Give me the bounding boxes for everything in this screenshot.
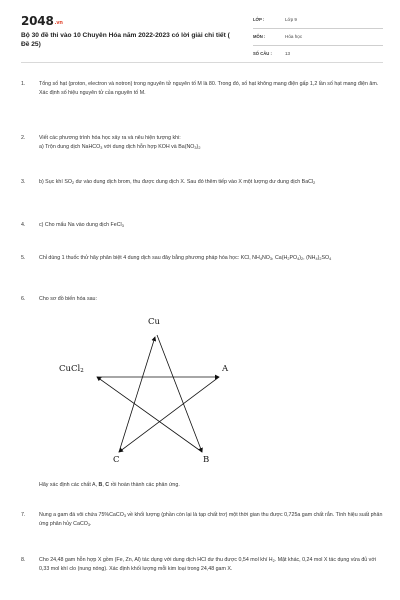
question-6-instruction: [21, 481, 383, 490]
question-2: [21, 134, 383, 151]
diagram-svg: [39, 313, 299, 473]
diagram-node-left-main: CuCl: [59, 364, 81, 374]
question-number: 8.: [21, 557, 26, 563]
question-4: [21, 221, 383, 230]
diagram-node-left-sub: 2: [80, 368, 84, 374]
question-text: Chỉ dùng 1 thuốc thử hãy phân biệt 4 dung dịch sau đây bằng phương pháp hóa học: KCl, $NH_4NO_3$, $Ca(H_2PO_4)_2$, $(NH_4)_2SO_4$: [39, 255, 332, 261]
diagram-node-bottom-left: C: [113, 455, 120, 465]
meta-value: 13: [285, 51, 291, 56]
question-text: Tổng số hạt (proton, electron và notron) trong nguyên tử nguyên tố M là 80. Trong đó, số hạt không mang điện gấp 1,2 lần số hạt mang điện âm. Xác định số hiệu nguyên tử của nguyên tố M.: [39, 81, 379, 96]
question-number: 1.: [21, 81, 26, 87]
diagram-node-left: [59, 364, 84, 374]
meta-key: LỚP :: [253, 17, 265, 22]
meta-row-class: [253, 14, 383, 29]
logo-suffix: .vn: [54, 20, 63, 26]
question-text: b) Sục khí $SO_2$ dư vào dung dịch brom, thu được dung dịch X. Sau đó thêm tiếp vào X một lượng dư dung dịch BaCl$_2$: [39, 179, 316, 185]
header-divider: [21, 62, 383, 63]
arrow-cu-to-b: [157, 335, 202, 452]
meta-value: Lớp 9: [285, 17, 297, 22]
meta-row-subject: [253, 31, 383, 46]
question-number: 7.: [21, 512, 26, 518]
question-3: [21, 178, 383, 187]
question-8: [21, 556, 383, 573]
question-number: 4.: [21, 222, 26, 228]
question-7: [21, 511, 383, 528]
logo-text: 2048: [21, 14, 54, 28]
arrow-c-to-cu: [119, 337, 155, 452]
meta-key: SỐ CÂU :: [253, 51, 272, 56]
question-number: 5.: [21, 255, 26, 261]
meta-value: Hóa học: [285, 34, 303, 39]
diagram-node-bottom-right: B: [203, 455, 210, 465]
question-text: Cho sơ đồ biến hóa sau:: [39, 296, 97, 302]
question-text: Viết các phương trình hóa học xảy ra và nêu hiện tượng khi: a) Trộn dung dịch NaHCO$_3$ với dung dịch hỗn hợp KOH và $Ba(NO_3)_2$: [39, 135, 201, 150]
question-6: [21, 295, 383, 304]
question-number: 2.: [21, 135, 26, 141]
question-number: 6.: [21, 296, 26, 302]
question-number: 3.: [21, 179, 26, 185]
meta-row-count: [253, 48, 383, 63]
page-title: Bộ 30 đề thi vào 10 Chuyên Hóa năm 2022-2023 có lời giải chi tiết ( Đề 25): [21, 32, 230, 48]
question-5: [21, 254, 383, 263]
question-text: Nung a gam đá vôi chứa 75%CaCO$_3$ về khối lượng (phần còn lại là tạp chất trơ) một thời gian thu được 0,725a gam chất rắn. Tính hiệu suất phản ứng phân hủy CaCO$_3$.: [39, 512, 383, 527]
meta-key: MÔN :: [253, 34, 266, 39]
question-text: Cho 24,48 gam hỗn hợp X gồm (Fe, Zn, Al) tác dụng với dung dịch HCl dư thu được 0,54 mol khí $H_2$. Mặt khác, 0,24 mol X tác dụng vừa đủ với 0,33 mol khí clo (nung nóng). Xác định khối lượng mỗi kim loại trong 24,48 gam X.: [39, 557, 376, 572]
arrow-b-to-cucl2: [97, 377, 202, 452]
reaction-diagram: [39, 313, 299, 473]
diagram-node-right: A: [222, 364, 229, 374]
question-text: c) Cho mẩu Na vào dung dịch FeCl$_3$: [39, 222, 124, 228]
site-logo[interactable]: [21, 14, 63, 28]
arrow-a-to-c: [119, 377, 219, 452]
question-1: [21, 80, 383, 97]
diagram-node-top: Cu: [148, 317, 160, 327]
question-text: Hãy xác định các chất A, B, C rồi hoàn thành các phản ứng.: [39, 482, 180, 488]
meta-panel: [253, 14, 383, 65]
